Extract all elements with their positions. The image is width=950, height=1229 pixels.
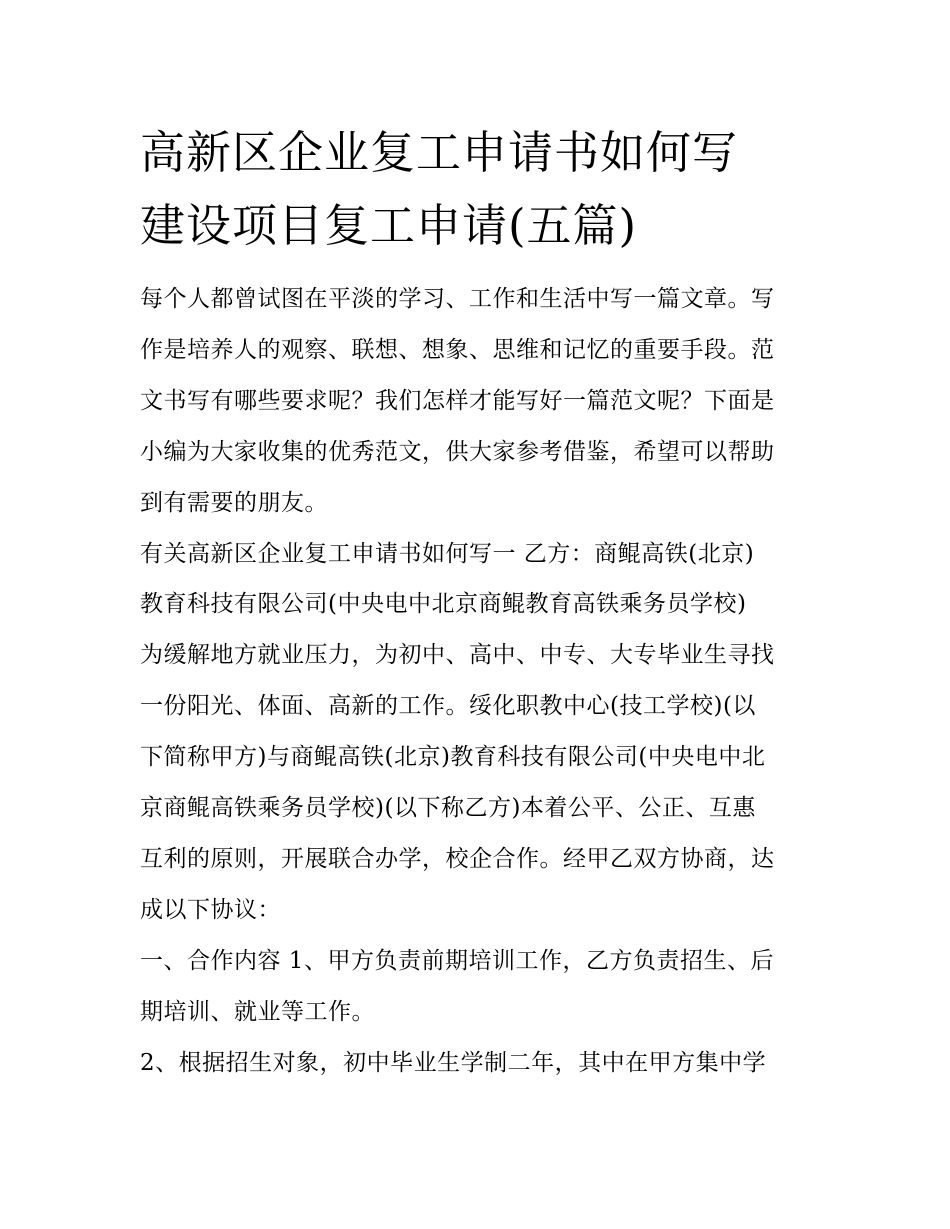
body-line: 小编为大家收集的优秀范文，供大家参考借鉴，希望可以帮助 — [140, 439, 775, 465]
document-title — [140, 116, 820, 262]
body-line: 成以下协议： — [140, 897, 281, 923]
body-line: 每个人都曾试图在平淡的学习、工作和生活中写一篇文章。写 — [140, 286, 775, 312]
body-line: 一份阳光、体面、高新的工作。绥化职教中心(技工学校)(以 — [140, 693, 756, 719]
body-line: 有关高新区企业复工申请书如何写一 乙方：商鲲高铁(北京) — [140, 541, 755, 567]
body-line: 为缓解地方就业压力，为初中、高中、中专、大专毕业生寻找 — [140, 642, 775, 668]
title-line-2: 建设项目复工申请(五篇) — [140, 199, 638, 252]
body-line: 期培训、就业等工作。 — [140, 999, 375, 1025]
body-line: 作是培养人的观察、联想、想象、思维和记忆的重要手段。范 — [140, 337, 775, 363]
body-line: 教育科技有限公司(中央电中北京商鲲教育高铁乘务员学校) — [140, 591, 747, 617]
body-line: 到有需要的朋友。 — [140, 490, 328, 516]
body-line: 2、根据招生对象，初中毕业生学制二年，其中在甲方集中学 — [140, 1050, 767, 1076]
body-line: 下简称甲方)与商鲲高铁(北京)教育科技有限公司(中央电中北 — [140, 744, 766, 770]
title-line-1: 高新区企业复工申请书如何写 — [140, 126, 739, 179]
body-line: 京商鲲高铁乘务员学校)(以下称乙方)本着公平、公正、互惠 — [140, 795, 756, 821]
body-line: 文书写有哪些要求呢？我们怎样才能写好一篇范文呢？下面是 — [140, 388, 775, 414]
body-line: 一、合作内容 1、甲方负责前期培训工作，乙方负责招生、后 — [140, 948, 774, 974]
body-line: 互利的原则，开展联合办学，校企合作。经甲乙双方协商，达 — [140, 846, 775, 872]
